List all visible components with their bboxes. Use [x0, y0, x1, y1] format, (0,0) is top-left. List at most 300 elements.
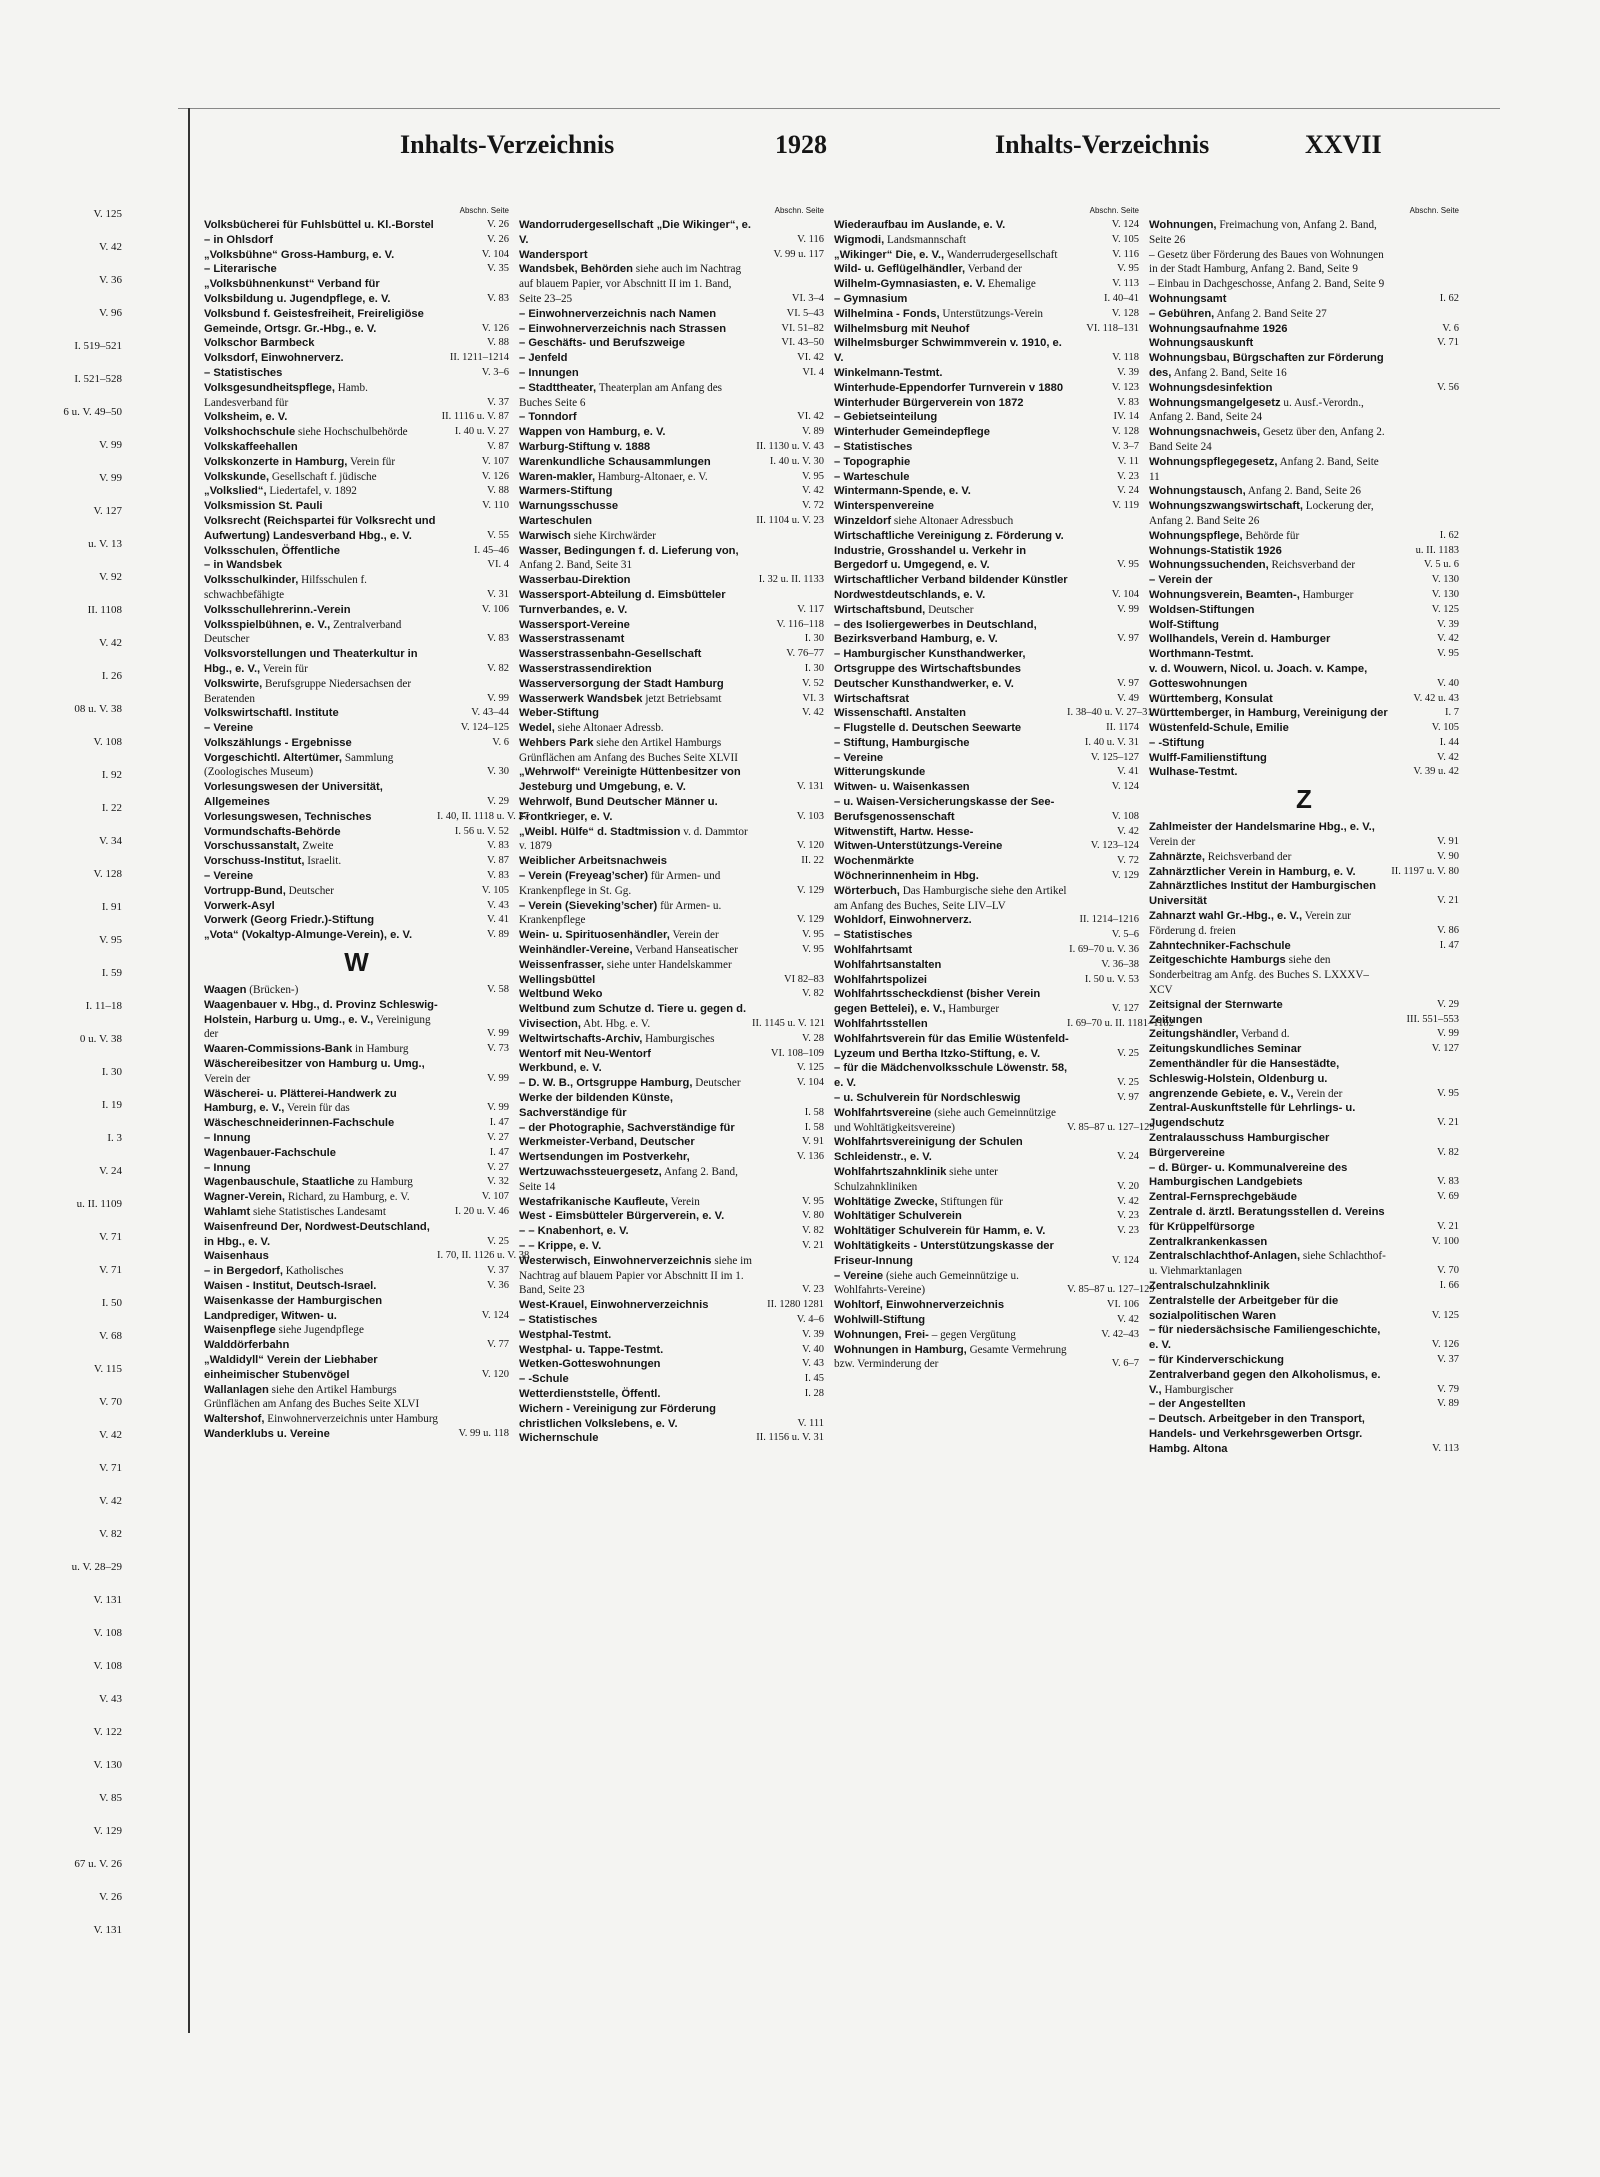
entry-detail: siehe Altonaer Adressb. [554, 722, 664, 735]
entry-heading: Werkbund, e. V. [519, 1062, 602, 1075]
entry-text [1149, 396, 1389, 426]
index-entry [834, 1313, 1139, 1328]
index-entry [834, 913, 1139, 928]
left-strip-reference: V. 71 [98, 1231, 122, 1243]
entry-text [834, 425, 1069, 440]
entry-reference: I. 58 [804, 1121, 824, 1133]
entry-text [519, 1047, 754, 1062]
index-entry [519, 1091, 824, 1121]
entry-text [204, 677, 439, 707]
index-entry [519, 618, 824, 633]
entry-heading: Wochenmärkte [834, 855, 914, 868]
index-entry [1149, 558, 1459, 573]
entry-text [204, 928, 439, 943]
entry-text [1149, 573, 1389, 588]
index-entry [1149, 307, 1459, 322]
index-entry [834, 780, 1139, 795]
index-entry [519, 973, 824, 988]
entry-text [204, 1264, 439, 1279]
entry-detail: Hamburger [1299, 588, 1354, 601]
index-entry [834, 1298, 1139, 1313]
entry-reference: I. 40–41 [1104, 292, 1139, 304]
index-entry [519, 1431, 824, 1446]
entry-reference: V. 29 [487, 796, 509, 808]
entry-text [519, 1135, 754, 1150]
entry-text [519, 618, 754, 633]
index-entry [519, 425, 824, 440]
index-entry [834, 706, 1153, 721]
entry-reference: II. 1280 1281 [767, 1299, 824, 1311]
entry-reference: V. 124–125 [460, 722, 509, 734]
index-entry [834, 647, 1139, 691]
entry-detail: (Brücken-) [246, 984, 299, 997]
entry-text [519, 1254, 754, 1298]
entry-heading: Volksmission St. Pauli [204, 500, 323, 513]
entry-reference: V. 124 [1111, 781, 1139, 793]
entry-heading: Wohnungszwangswirtschaft, [1149, 500, 1303, 513]
index-entry [204, 1338, 509, 1353]
entry-heading: Westafrikanische Kaufleute, [519, 1195, 669, 1208]
index-entry [519, 943, 824, 958]
index-entry [834, 973, 1139, 988]
entry-heading: Weltbund zum Schutze d. Tiere u. gegen d. Vivisection, [519, 1003, 747, 1031]
entry-detail: siehe Schlachthof- u. Viehmarktanlagen [1149, 1250, 1386, 1278]
index-entry [834, 1106, 1155, 1136]
column-header: Abschn. Seite [1409, 206, 1459, 215]
index-entry [204, 1205, 509, 1220]
index-entry [519, 692, 824, 707]
entry-heading: Warwisch [519, 529, 571, 542]
entry-heading: Wohltätige Zwecke, [834, 1195, 938, 1208]
entry-heading: Vorlesungswesen der Universität, Allgemeines [204, 781, 383, 809]
entry-heading: Wohltätiger Schulverein für Hamm, e. V. [834, 1225, 1046, 1238]
entry-text [834, 366, 1069, 381]
entry-heading: Waisenpflege [204, 1324, 276, 1337]
index-entry [519, 470, 824, 485]
index-entry [1149, 292, 1459, 307]
entry-reference: V. 42–43 [1101, 1328, 1139, 1340]
left-strip-reference: V. 85 [98, 1792, 122, 1804]
left-strip-reference: 6 u. V. 49–50 [63, 406, 122, 418]
entry-text [834, 1091, 1069, 1106]
index-entry [519, 336, 824, 351]
entry-reference: V. 104 [1111, 588, 1139, 600]
left-strip-reference: V. 108 [93, 1627, 122, 1639]
entry-heading: – Stadttheater, [519, 381, 597, 394]
entry-text [834, 499, 1069, 514]
index-entry [204, 351, 509, 366]
entry-reference: V. 23 [1117, 1225, 1139, 1237]
index-entry [519, 1002, 824, 1032]
entry-reference: V. 110 [482, 500, 509, 512]
index-entry [204, 248, 509, 263]
index-entry [519, 928, 824, 943]
index-entry [519, 825, 824, 855]
index-entry [1149, 248, 1459, 278]
left-strip-reference: II. 1108 [87, 604, 122, 616]
entry-heading: Winterspenvereine [834, 500, 934, 513]
entry-text [1149, 307, 1389, 322]
entry-reference: V. 24 [1117, 1151, 1139, 1163]
left-strip-reference: V. 99 [98, 472, 122, 484]
entry-reference: V. 95 [1437, 648, 1459, 660]
entry-heading: Wohnungsdesinfektion [1149, 381, 1273, 394]
entry-text [834, 751, 1069, 766]
entry-text [204, 1146, 439, 1161]
left-strip-reference: I. 59 [101, 967, 122, 979]
entry-reference: V. 95 [802, 1195, 824, 1207]
index-entry [834, 381, 1139, 396]
entry-reference: V. 25 [1117, 1047, 1139, 1059]
entry-reference: II. 1156 u. V. 31 [756, 1432, 824, 1444]
entry-heading: Werke der bildenden Künste, Sachverständige für [519, 1092, 673, 1119]
index-entry [519, 1135, 824, 1150]
index-entry [1149, 425, 1459, 455]
index-entry [834, 307, 1139, 322]
entry-heading: – d. Bürger- u. Kommunalvereine des Hamburgischen Landgebiets [1149, 1161, 1348, 1189]
entry-heading: Vorgeschichtl. Altertümer, [204, 751, 343, 764]
entry-heading: Vorschussanstalt, [204, 840, 300, 853]
entry-reference: VI. 4 [802, 366, 824, 378]
entry-text [519, 529, 754, 544]
entry-reference: V. 129 [796, 914, 824, 926]
entry-text [834, 825, 1069, 840]
entry-heading: „Volksbühne“ Gross-Hamburg, e. V. [204, 248, 395, 261]
entry-text [1149, 529, 1389, 544]
entry-reference: VI. 3–4 [791, 292, 824, 304]
entry-reference: V. 39 u. 42 [1413, 766, 1459, 778]
entry-heading: – – Knabenhort, e. V. [519, 1225, 629, 1238]
entry-heading: Wohnungspflege, [1149, 529, 1243, 542]
entry-reference: V. 30 [487, 766, 509, 778]
left-strip-reference: I. 91 [101, 901, 122, 913]
index-entry [519, 1224, 824, 1239]
entry-reference: V. 97 [1117, 677, 1139, 689]
entry-heading: Wilhelmsburg mit Neuhof [834, 322, 970, 335]
entry-reference: V. 21 [1437, 895, 1459, 907]
entry-detail: Deutscher [285, 884, 334, 897]
entry-reference: VI. 108–109 [770, 1047, 824, 1059]
entry-detail: Verein für [347, 455, 396, 468]
index-entry [519, 529, 824, 544]
index-entry [519, 765, 824, 795]
index-entry [834, 1165, 1139, 1195]
entry-detail: v. d. Dammtor v. 1879 [519, 825, 748, 853]
entry-detail: Liedertafel, v. 1892 [266, 485, 357, 498]
entry-heading: Wohnungen, Frei- [834, 1328, 929, 1341]
left-strip-reference: V. 34 [98, 835, 122, 847]
entry-reference: V. 127 [1431, 1043, 1459, 1055]
index-entry [1149, 765, 1459, 780]
entry-text [204, 1057, 439, 1087]
index-entry [834, 736, 1139, 751]
entry-text [1149, 1042, 1389, 1057]
entry-text [834, 248, 1069, 263]
index-entry [834, 721, 1139, 736]
entry-heading: – Innungen [519, 366, 579, 379]
entry-reference: VI. 51–82 [781, 322, 824, 334]
entry-heading: Württemberg, Konsulat [1149, 692, 1273, 705]
entry-heading: Zeitungen [1149, 1013, 1203, 1026]
entry-reference: II. 1130 u. V. 43 [756, 440, 824, 452]
entry-detail: siehe den Artikel Hamburgs Grünflächen am Anfang des Buches Seite XLVII [519, 736, 738, 764]
entry-text [204, 218, 439, 233]
index-entry [1149, 1368, 1459, 1398]
entry-text [834, 987, 1069, 1017]
entry-heading: Wohnungsnachweis, [1149, 426, 1261, 439]
index-entry [834, 692, 1139, 707]
entry-detail: Verein für das [284, 1102, 350, 1115]
entry-heading: Woldsen-Stiftungen [1149, 603, 1255, 616]
entry-reference: V. 128 [1111, 426, 1139, 438]
index-entry [834, 1328, 1139, 1343]
entry-text [519, 943, 754, 958]
index-entry [204, 1427, 509, 1442]
index-entry [1149, 706, 1459, 721]
index-entry [204, 1057, 509, 1087]
entry-reference: V. 131 [796, 781, 824, 793]
index-entry [834, 248, 1139, 263]
entry-text [204, 1131, 439, 1146]
entry-reference: V. 35 [487, 263, 509, 275]
entry-reference: V. 100 [1431, 1235, 1459, 1247]
entry-detail: zu Hamburg [354, 1176, 413, 1189]
index-entry [1149, 381, 1459, 396]
index-column-2 [519, 206, 824, 1446]
entry-detail: Abt. Hbg. e. V. [580, 1018, 651, 1031]
entry-heading: Wild- u. Geflügelhändler, [834, 263, 966, 276]
entry-reference: V. 90 [1437, 850, 1459, 862]
entry-text [1149, 879, 1389, 909]
entry-reference: V. 42 [1437, 751, 1459, 763]
entry-text [834, 780, 1069, 795]
entry-reference: V. 99 u. 118 [458, 1427, 509, 1439]
entry-reference: V. 56 [1437, 381, 1459, 393]
entry-reference: V. 58 [487, 984, 509, 996]
entry-reference: V. 82 [802, 988, 824, 1000]
entry-heading: Vorwerk-Asyl [204, 899, 275, 912]
entry-text [834, 884, 1069, 914]
entry-heading: Wohnungsauskunft [1149, 337, 1254, 350]
entry-heading: Wohnungsbau, Bürgschaften zur Förderung des, [1149, 352, 1384, 379]
index-entry [519, 1372, 824, 1387]
entry-heading: Wedel, [519, 722, 555, 735]
entry-text [834, 277, 1069, 292]
entry-reference: I. 47 [489, 1146, 509, 1158]
entry-reference: V. 88 [487, 337, 509, 349]
entry-heading: Waren-makler, [519, 470, 596, 483]
entry-heading: Zahnärzte, [1149, 850, 1205, 863]
entry-text [519, 514, 754, 529]
entry-text [1149, 850, 1389, 865]
index-entry [519, 514, 824, 529]
entry-text [1149, 1101, 1389, 1131]
entry-reference: V. 99 u. 117 [773, 248, 824, 260]
entry-heading: Weltwirtschafts-Archiv, [519, 1032, 643, 1045]
entry-text [1149, 1412, 1389, 1456]
entry-detail: Das Hamburgische siehe den Artikel am Anfang des Buches, Seite LIV–LV [834, 884, 1067, 912]
index-entry [1149, 662, 1459, 692]
entry-reference: V. 124 [1111, 1254, 1139, 1266]
entry-reference: V. 6–7 [1111, 1358, 1139, 1370]
entry-reference: V. 72 [802, 500, 824, 512]
index-entry [519, 1165, 824, 1195]
entry-heading: Warburg-Stiftung v. 1888 [519, 440, 651, 453]
entry-reference: V. 82 [1437, 1146, 1459, 1158]
index-entry [204, 810, 529, 825]
index-entry [834, 795, 1139, 825]
entry-detail: – gegen Vergütung [928, 1328, 1016, 1341]
entry-reference: V. 42 [1117, 825, 1139, 837]
entry-text [519, 632, 754, 647]
entry-reference: V. 86 [1437, 924, 1459, 936]
entry-text [204, 1205, 439, 1220]
entry-reference: I. 62 [1439, 292, 1459, 304]
entry-text [834, 1165, 1069, 1195]
entry-text [519, 1431, 754, 1446]
entry-text [834, 322, 1069, 337]
entry-reference: II. 1211–1214 [449, 352, 509, 364]
entry-heading: – -Schule [519, 1373, 569, 1386]
entry-heading: Wahlamt [204, 1206, 251, 1218]
entry-heading: Zentralschulzahnklinik [1149, 1279, 1270, 1292]
index-entry [834, 1239, 1139, 1269]
index-entry [519, 1076, 824, 1091]
entry-text [519, 1209, 754, 1224]
entry-heading: Volksschullehrerinn.-Verein [204, 603, 351, 616]
entry-text [519, 1165, 754, 1195]
entry-text [519, 765, 754, 795]
entry-text [204, 618, 439, 648]
index-entry [204, 410, 509, 425]
entry-detail: siehe Jugendpflege [275, 1324, 364, 1337]
index-entry [204, 983, 509, 998]
index-entry [204, 899, 509, 914]
entry-heading: West - Eimsbütteler Bürgerverein, e. V. [519, 1210, 725, 1223]
left-strip-reference: u. V. 28–29 [71, 1561, 122, 1573]
index-entry [519, 1254, 824, 1298]
entry-text [1149, 292, 1389, 307]
entry-reference: V. 89 [802, 426, 824, 438]
index-entry [834, 928, 1139, 943]
entry-text [204, 1116, 439, 1131]
entry-text [1149, 1161, 1389, 1191]
index-entry [1149, 850, 1459, 865]
index-entry [834, 751, 1139, 766]
index-entry [204, 514, 509, 544]
entry-text [1149, 1057, 1389, 1101]
index-entry [1149, 618, 1459, 633]
entry-heading: Wohnungspflegegesetz, [1149, 455, 1278, 468]
entry-detail: Gesamte Vermehrung bzw. Verminderung der [834, 1343, 1067, 1371]
entry-reference: V. 83 [487, 292, 509, 304]
entry-heading: Volkswirte, [204, 677, 263, 690]
entry-heading: Wagenbauschule, Staatliche [204, 1176, 355, 1189]
left-strip-reference: V. 24 [98, 1165, 122, 1177]
index-entry [519, 588, 824, 618]
entry-text [519, 1002, 754, 1032]
entry-reference: V. 126 [481, 322, 509, 334]
entry-reference: VI. 3 [802, 692, 824, 704]
entry-text [204, 1190, 439, 1205]
index-entry [204, 736, 509, 751]
left-strip-reference: V. 36 [98, 274, 122, 286]
entry-heading: Wasser, Bedingungen f. d. Lieferung von, [519, 544, 739, 557]
left-strip-reference: V. 129 [93, 1825, 122, 1837]
entry-text [834, 1032, 1069, 1062]
entry-heading: Vorwerk (Georg Friedr.)-Stiftung [204, 914, 375, 927]
index-entry [1149, 1190, 1459, 1205]
entry-text [834, 1106, 1069, 1136]
entry-text [204, 983, 439, 998]
entry-reference: V. 23 [802, 1284, 824, 1296]
entry-heading: Winterhuder Bürgerverein von 1872 [834, 396, 1024, 409]
entry-heading: – Geschäfts- und Berufszweige [519, 337, 685, 350]
entry-text [1149, 499, 1389, 529]
entry-reference: VI. 42 [797, 352, 824, 364]
left-strip-reference: V. 130 [93, 1759, 122, 1771]
entry-reference: V. 29 [1437, 998, 1459, 1010]
index-entry [204, 839, 509, 854]
index-entry [1149, 692, 1459, 707]
left-strip-reference: I. 3 [107, 1132, 122, 1144]
index-entry [204, 913, 509, 928]
entry-detail: Reichsverband der [1204, 850, 1292, 863]
entry-text [204, 810, 439, 825]
index-entry [1149, 1042, 1459, 1057]
entry-detail: in Hamburg [352, 1043, 409, 1056]
index-entry [204, 1412, 509, 1427]
entry-reference: V. 97 [1117, 1092, 1139, 1104]
entry-heading: Zahnärztliches Institut der Hamburgischen Universität [1149, 880, 1376, 908]
index-entry [1149, 939, 1459, 954]
index-entry [1149, 588, 1459, 603]
entry-reference: V. 95 [1117, 559, 1139, 571]
index-entry [834, 484, 1139, 499]
index-entry [519, 1047, 824, 1062]
entry-reference: V. 6 [1442, 322, 1459, 334]
entry-reference: V. 31 [487, 588, 509, 600]
entry-heading: Westerwisch, Einwohnerverzeichnis [519, 1254, 712, 1267]
entry-text [834, 1328, 1069, 1343]
entry-heading: Zahlmeister der Handelsmarine Hbg., e. V., [1149, 821, 1375, 834]
entry-reference: V. 83 [487, 870, 509, 882]
entry-reference: VI. 43–50 [781, 337, 824, 349]
entry-text [204, 839, 439, 854]
left-strip-reference: V. 42 [98, 1429, 122, 1441]
entry-text [204, 913, 439, 928]
entry-text [204, 1353, 439, 1383]
entry-reference: V. 42 [1117, 1195, 1139, 1207]
entry-heading: Volksbücherei für Fuhlsbüttel u. Kl.-Borstel [204, 219, 434, 231]
entry-reference: I. 40 u. V. 31 [1084, 736, 1139, 748]
entry-reference: VI. 118–131 [1086, 322, 1139, 334]
entry-heading: Winkelmann-Testmt. [834, 366, 943, 379]
entry-reference: V. 99 [487, 1102, 509, 1114]
entry-reference: V. 95 [802, 929, 824, 941]
entry-heading: Wilhelmina - Fonds, [834, 307, 940, 320]
entry-text [204, 499, 439, 514]
entry-text [834, 381, 1069, 396]
entry-heading: Winzeldorf [834, 514, 892, 527]
entry-text [519, 1224, 754, 1239]
entry-text [204, 751, 439, 781]
entry-heading: Werkmeister-Verband, Deutscher [519, 1136, 695, 1149]
entry-text [834, 706, 1069, 721]
entry-text [834, 721, 1069, 736]
entry-heading: Wohlfahrtsvereine [834, 1106, 932, 1119]
entry-heading: West-Krauel, Einwohnerverzeichnis [519, 1299, 709, 1312]
